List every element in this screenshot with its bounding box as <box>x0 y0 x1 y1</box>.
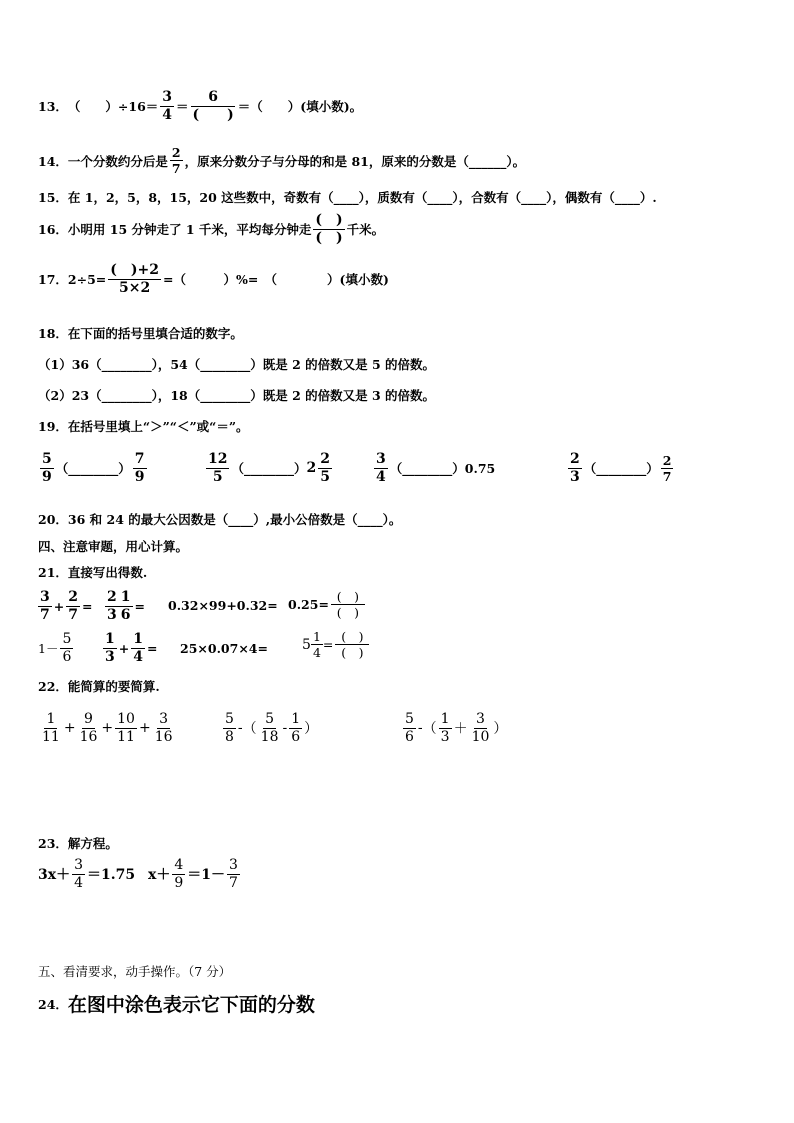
q21-r1-c2-frac-b: $\frac{1}{6}$ <box>120 589 131 623</box>
q22-e2-lparen: （ <box>242 721 257 738</box>
q21-r2-c2 <box>101 632 157 664</box>
q23-e1-frac: $\frac{3}{4}$ <box>74 857 84 891</box>
q19-item-2-whole: 2 <box>306 460 317 477</box>
q21-r1-c1-eq: = <box>81 598 93 614</box>
question-17 <box>38 263 389 295</box>
question-18-title: 18．在下面的括号里填合适的数字。 <box>38 326 243 341</box>
q21-r1-c4 <box>288 590 367 619</box>
q21-r2-c4-frac-a: $\frac{1}{4}$ <box>311 630 323 659</box>
q22-e2-frac-b: $\frac{5}{18}$ <box>260 711 279 745</box>
q23-equation-2 <box>148 858 242 890</box>
q19-item-3-left-fraction: $\frac{3}{4}$ <box>376 451 386 485</box>
q21-r2-c1 <box>38 632 75 664</box>
q19-item-1-right-fraction: $\frac{7}{9}$ <box>134 451 145 485</box>
question-24 <box>38 990 315 1017</box>
q21-r1-c3: 0.32×99+0.32= <box>168 598 278 613</box>
q21-r2-c2-eq: = <box>146 640 158 656</box>
q21-r1-c1-frac-a: $\frac{3}{7}$ <box>40 589 50 623</box>
q17-part2: =（ ）%= （ ）(填小数) <box>162 272 389 288</box>
q13-part1: （ ）÷16＝ <box>67 99 159 115</box>
q22-e3-frac-a: $\frac{5}{6}$ <box>405 711 414 745</box>
q21-r2-c4 <box>302 630 371 659</box>
q21-r1-c1-op: + <box>53 598 65 614</box>
q17-fraction: $\frac{( )+2}{5\times 2}$ <box>110 262 159 296</box>
q22-e2-minus-1: - <box>237 720 243 737</box>
q22-expr-2 <box>221 712 318 744</box>
question-18-line-1: （1）36（________），54（________）既是 2 的倍数又是 5 的倍数。 <box>38 357 436 372</box>
q21-r1-c1 <box>36 590 92 622</box>
q24-number: 24． <box>38 996 68 1012</box>
question-22-title: 22．能简算的要简算. <box>38 679 160 694</box>
q19-item-2-right-fraction: $\frac{2}{5}$ <box>320 451 330 485</box>
q19-item-2-blank: （________） <box>231 461 307 477</box>
q21-r2-c1-prefix: 1－ <box>38 641 59 657</box>
q16-part2: 千米。 <box>346 222 385 238</box>
q19-item-4-blank: （________） <box>583 461 659 477</box>
q19-item-1 <box>38 452 149 484</box>
q23-e1-prefix: 3x＋ <box>38 867 71 884</box>
q13-number: 13． <box>38 99 68 115</box>
q23-e2-prefix: x＋ <box>148 867 171 884</box>
q21-r1-c4-prefix: 0.25= <box>288 597 329 613</box>
q23-e2-frac-a: $\frac{4}{9}$ <box>174 857 184 891</box>
question-16 <box>38 213 384 245</box>
q22-e1-op-2: + <box>101 720 114 737</box>
q19-item-4-left-fraction: $\frac{2}{3}$ <box>570 451 580 485</box>
q21-r2-c3: 25×0.07×4= <box>180 641 268 656</box>
q19-item-3 <box>372 452 495 484</box>
q21-r2-c2-frac-a: $\frac{1}{3}$ <box>105 631 115 665</box>
question-20: 20．36 和 24 的最大公因数是（____）,最小公倍数是（____）。 <box>38 512 402 527</box>
question-19-title: 19．在括号里填上“＞”“＜”或“＝”。 <box>38 419 249 434</box>
q19-item-4-right-fraction: $\frac{2}{7}$ <box>662 452 672 484</box>
q22-e3-frac-c: $\frac{3}{10}$ <box>471 711 490 745</box>
q24-text: 在图中涂色表示它下面的分数 <box>67 994 315 1016</box>
q13-fraction-1: $\frac{3}{4}$ <box>162 89 173 123</box>
q23-equation-1 <box>38 858 135 890</box>
q22-e2-minus-2: - <box>282 720 288 737</box>
q21-r1-c2-frac-a: $\frac{2}{3}$ <box>107 589 117 623</box>
question-18-line-2: （2）23（________），18（________）既是 2 的倍数又是 3 的倍数。 <box>38 388 436 403</box>
q22-e1-frac-b: $\frac{9}{16}$ <box>79 711 98 745</box>
q19-item-4 <box>566 452 675 484</box>
q14-fraction: $\frac{2}{7}$ <box>171 145 181 177</box>
q19-item-2 <box>204 452 334 484</box>
q21-r2-c4-eq: = <box>322 637 334 653</box>
q22-e2-frac-c: $\frac{1}{6}$ <box>291 711 301 745</box>
q19-item-3-right-value: 0.75 <box>464 460 496 476</box>
q22-e2-rparen: ） <box>304 721 319 738</box>
q21-r1-c2-eq: = <box>134 598 145 614</box>
q22-expr-3 <box>401 712 507 744</box>
q22-e1-frac-c: $\frac{10}{11}$ <box>117 711 135 745</box>
q21-r2-c1-frac: $\frac{5}{6}$ <box>62 631 72 665</box>
q17-part1: 17．2÷5= <box>38 272 107 288</box>
q14-part2: ，原来分数分子与分母的和是 81，原来的分数是（______）。 <box>184 153 526 169</box>
question-15: 15．在 1，2，5，8，15，20 这些数中，奇数有（____），质数有（____），合数有（____），偶数有（____）. <box>38 190 657 205</box>
question-13 <box>38 90 362 122</box>
q23-e2-frac-b: $\frac{3}{7}$ <box>229 857 238 891</box>
q22-e3-frac-b: $\frac{1}{3}$ <box>440 711 450 745</box>
q21-r2-c4-frac-b: $\frac{( )}{( )}$ <box>335 630 369 659</box>
q21-r2-c4-whole: 5 <box>302 636 311 653</box>
question-23-title: 23．解方程。 <box>38 836 118 851</box>
q19-item-2-left-fraction: $\frac{12}{5}$ <box>208 451 228 485</box>
section-4-heading: 四、注意审题，用心计算。 <box>38 539 189 554</box>
q22-e1-op-1: + <box>63 720 76 737</box>
section-5-heading: 五、看清要求，动手操作。（7 分） <box>38 964 232 979</box>
q13-equals: ＝ <box>176 99 189 115</box>
q19-item-1-blank: （________） <box>55 461 131 477</box>
q23-e1-suffix: ＝1.75 <box>87 867 136 884</box>
q22-e1-op-3: + <box>138 720 151 737</box>
q21-r1-c1-frac-b: $\frac{2}{7}$ <box>68 589 78 623</box>
question-21-title: 21．直接写出得数. <box>38 565 148 580</box>
question-14 <box>38 146 525 175</box>
q13-part2: ＝（ ）(填小数)。 <box>237 99 363 115</box>
q22-expr-1 <box>38 712 177 744</box>
q22-e3-plus: ＋ <box>453 721 468 738</box>
q22-e1-frac-a: $\frac{1}{11}$ <box>42 711 60 745</box>
q21-r1-c4-frac: $\frac{( )}{( )}$ <box>331 590 365 619</box>
q22-e1-frac-d: $\frac{3}{16}$ <box>154 711 173 745</box>
q22-e3-rparen: ） <box>493 721 508 738</box>
q23-e2-middle: ＝1－ <box>187 867 226 884</box>
q13-fraction-2: $\frac{6}{( )}$ <box>192 89 234 123</box>
q21-r2-c2-op: + <box>118 640 130 656</box>
q19-item-1-left-fraction: $\frac{5}{9}$ <box>42 451 52 485</box>
q19-item-3-blank: （________） <box>389 461 465 477</box>
q16-part1: 16．小明用 15 分钟走了 1 千米，平均每分钟走 <box>38 222 312 238</box>
q21-r2-c2-frac-b: $\frac{1}{4}$ <box>133 631 143 665</box>
q22-e3-lparen: （ <box>422 721 437 738</box>
q14-part1: 一个分数约分后是 <box>67 153 168 169</box>
q22-e2-frac-a: $\frac{5}{8}$ <box>225 711 234 745</box>
q22-e3-minus: - <box>417 720 423 737</box>
q16-fraction: $\frac{( )}{( )}$ <box>315 212 343 246</box>
q21-r1-c2 <box>103 590 145 622</box>
q14-number: 14． <box>38 153 68 169</box>
